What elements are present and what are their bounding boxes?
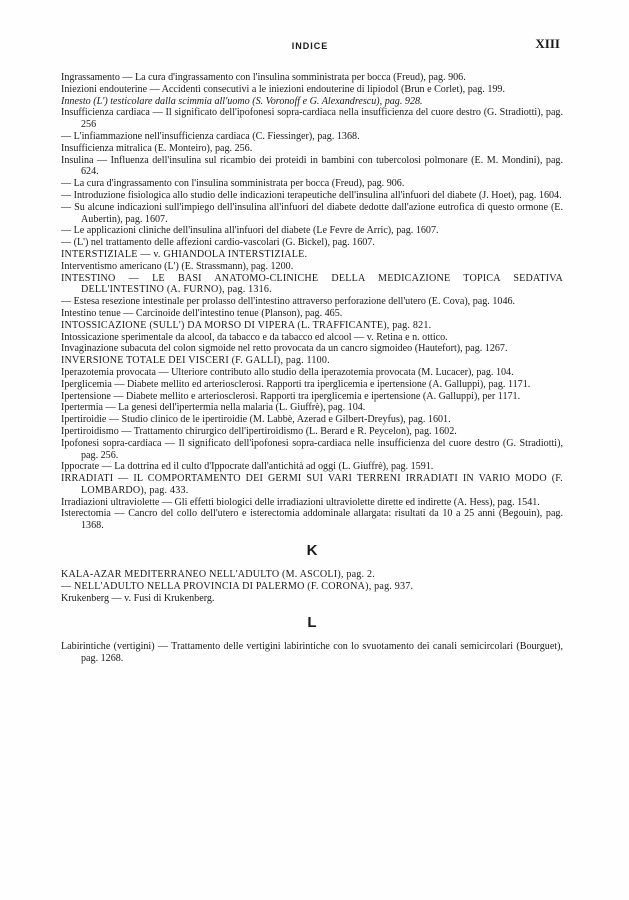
index-entry: Labirintiche (vertigini) — Trattamento delle vertigini labirintiche con lo svuotamento dei canali semicircolari (Bourguet), pag. 1268.: [61, 641, 563, 665]
index-entry: Insulina — Influenza dell'insulina sul ricambio dei proteidi in bambini con tubercolosi polmonare (E. M. Mondini), pag. 624.: [61, 154, 563, 178]
index-entry: Krukenberg — v. Fusi di Krukenberg.: [61, 592, 215, 604]
index-entry: Interventismo americano (L') (E. Strassmann), pag. 1200.: [61, 260, 294, 272]
index-entry: Isterectomia — Cancro del collo dell'utero e isterectomia addominale allargata: risultati da 10 a 25 anni (Begouin), pag. 1368.: [61, 508, 563, 532]
index-entry: Ingrassamento — La cura d'ingrassamento con l'insulina somministrata per bocca (Freud), pag. 906.: [61, 72, 466, 83]
index-entry: — L'infiammazione nell'insufficienza cardiaca (C. Fiessinger), pag. 1368.: [61, 130, 360, 142]
index-entry: INTERSTIZIALE — v. GHIANDOLA INTERSTIZIALE.: [61, 248, 308, 260]
index-entry: IRRADIATI — IL COMPORTAMENTO DEI GERMI SUI VARI TERRENI IRRADIATI IN VARIO MODO (F. LOMBARDO), pag. 433.: [61, 473, 563, 496]
index-entry: Insufficienza mitralica (E. Monteiro), pag. 256.: [61, 142, 253, 154]
index-entries: [61, 72, 563, 665]
running-head-title: INDICE: [291, 41, 329, 51]
index-entry: — Introduzione fisiologica allo studio delle indicazioni terapeutiche dell'insulina all'infuori del diabete (J. Hoet), pag. 1604.: [61, 189, 562, 201]
index-entry: Ipertermia — La genesi dell'ipertermia nella malaria (L. Giuffrè), pag. 104.: [61, 402, 366, 414]
index-entry: Insufficienza cardiaca — Il significato dell'ipofonesi sopra-cardiaca nella insufficienza del cuore destro (G. Stradiotti), pag. 256: [61, 107, 563, 131]
index-entry: Ippocrate — La dottrina ed il culto d'Ippocrate dall'antichità ad oggi (L. Giuffrè), pag. 1591.: [61, 461, 434, 473]
index-entry: — Le applicazioni cliniche dell'insulina all'infuori del diabete (Le Fevre de Arric), pag. 1607.: [61, 225, 439, 237]
index-entry: INTOSSICAZIONE (SULL') DA MORSO DI VIPERA (L. TRAFFICANTE), pag. 821.: [61, 319, 432, 331]
index-entry: Ipofonesi sopra-cardiaca — Il significato dell'ipofonesi sopra-cardiaca nelle insufficienza del cuore destro (G. Stradiotti), pag. 256.: [61, 437, 563, 461]
index-entry: Iperazotemia provocata — Ulteriore contributo allo studio della iperazotemia provocata (M. Lucacer), pag. 104.: [61, 366, 514, 378]
index-entry: KALA-AZAR MEDITERRANEO NELL'ADULTO (M. ASCOLI), pag. 2.: [61, 569, 375, 581]
index-entry: Innesto (L') testicolare dalla scimmia all'uomo (S. Voronoff e G. Alexandrescu), pag. 928.: [61, 95, 423, 107]
running-head: [60, 36, 560, 56]
index-entry: Iperglicemia — Diabete mellito ed arteriosclerosi. Rapporti tra iperglicemia e ipertensione (A. Galluppi), pag. 1171.: [61, 378, 531, 390]
index-entry: Ipertiroidie — Studio clinico de le ipertiroidie (M. Labbè, Azerad e Gilbert-Dreyfus), pag. 1601.: [61, 414, 451, 426]
page-number: XIII: [535, 36, 560, 51]
index-entry: — La cura d'ingrassamento con l'insulina somministrata per bocca (Freud), pag. 906.: [61, 178, 405, 190]
index-entry: — Estesa resezione intestinale per prolasso dell'intestino attraverso perforazione dell'utero (E. Cova), pag. 1046.: [61, 296, 516, 308]
section-letter-k: K: [306, 542, 318, 560]
section-letter-l: L: [307, 614, 317, 632]
index-entry: Intossicazione sperimentale da alcool, da tabacco e da tabacco ed alcool — v. Retina e n. ottico.: [61, 331, 448, 343]
index-entry: Ipertiroidismo — Trattamento chirurgico dell'ipertiroidismo (L. Berard e R. Peycelon), pag. 1602.: [61, 425, 457, 437]
index-entry: Iniezioni endouterine — Accidenti consecutivi a le iniezioni endouterine di lipiodol (Brun e Corlet), pag. 199.: [61, 83, 506, 95]
index-entry: Invaginazione subacuta del colon sigmoide nel retto provocata da un cancro sigmoideo (Hautefort), pag. 1267.: [61, 343, 508, 355]
index-entry: — Su alcune indicazioni sull'impiego dell'insulina all'infuori del diabete dedotte dall'azione eutrofica di questo ormone (E. Aubertin), pag. 1607.: [61, 201, 563, 225]
index-entry: INTESTINO — LE BASI ANATOMO-CLINICHE DELLA MEDICAZIONE TOPICA SEDATIVA DELL'INTESTINO (A. FURNO), pag. 1316.: [61, 272, 563, 296]
index-entry: — NELL'ADULTO NELLA PROVINCIA DI PALERMO (F. CORONA), pag. 937.: [61, 580, 414, 592]
index-entry: Intestino tenue — Carcinoide dell'intestino tenue (Planson), pag. 465.: [61, 307, 343, 319]
index-entry: Ipertensione — Diabete mellito e arteriosclerosi. Rapporti tra iperglicemia e ipertensione (A. Galluppi), per 1171.: [61, 390, 521, 402]
index-entry: — (L') nel trattamento delle affezioni cardio-vascolari (G. Bickel), pag. 1607.: [61, 237, 375, 249]
index-entry: Irradiazioni ultraviolette — Gli effetti biologici delle irradiazioni ultraviolette dirette ed indirette (A. Hess), pag. 1541.: [61, 496, 540, 508]
index-entry: INVERSIONE TOTALE DEI VISCERI (F. GALLI), pag. 1100.: [61, 355, 330, 367]
